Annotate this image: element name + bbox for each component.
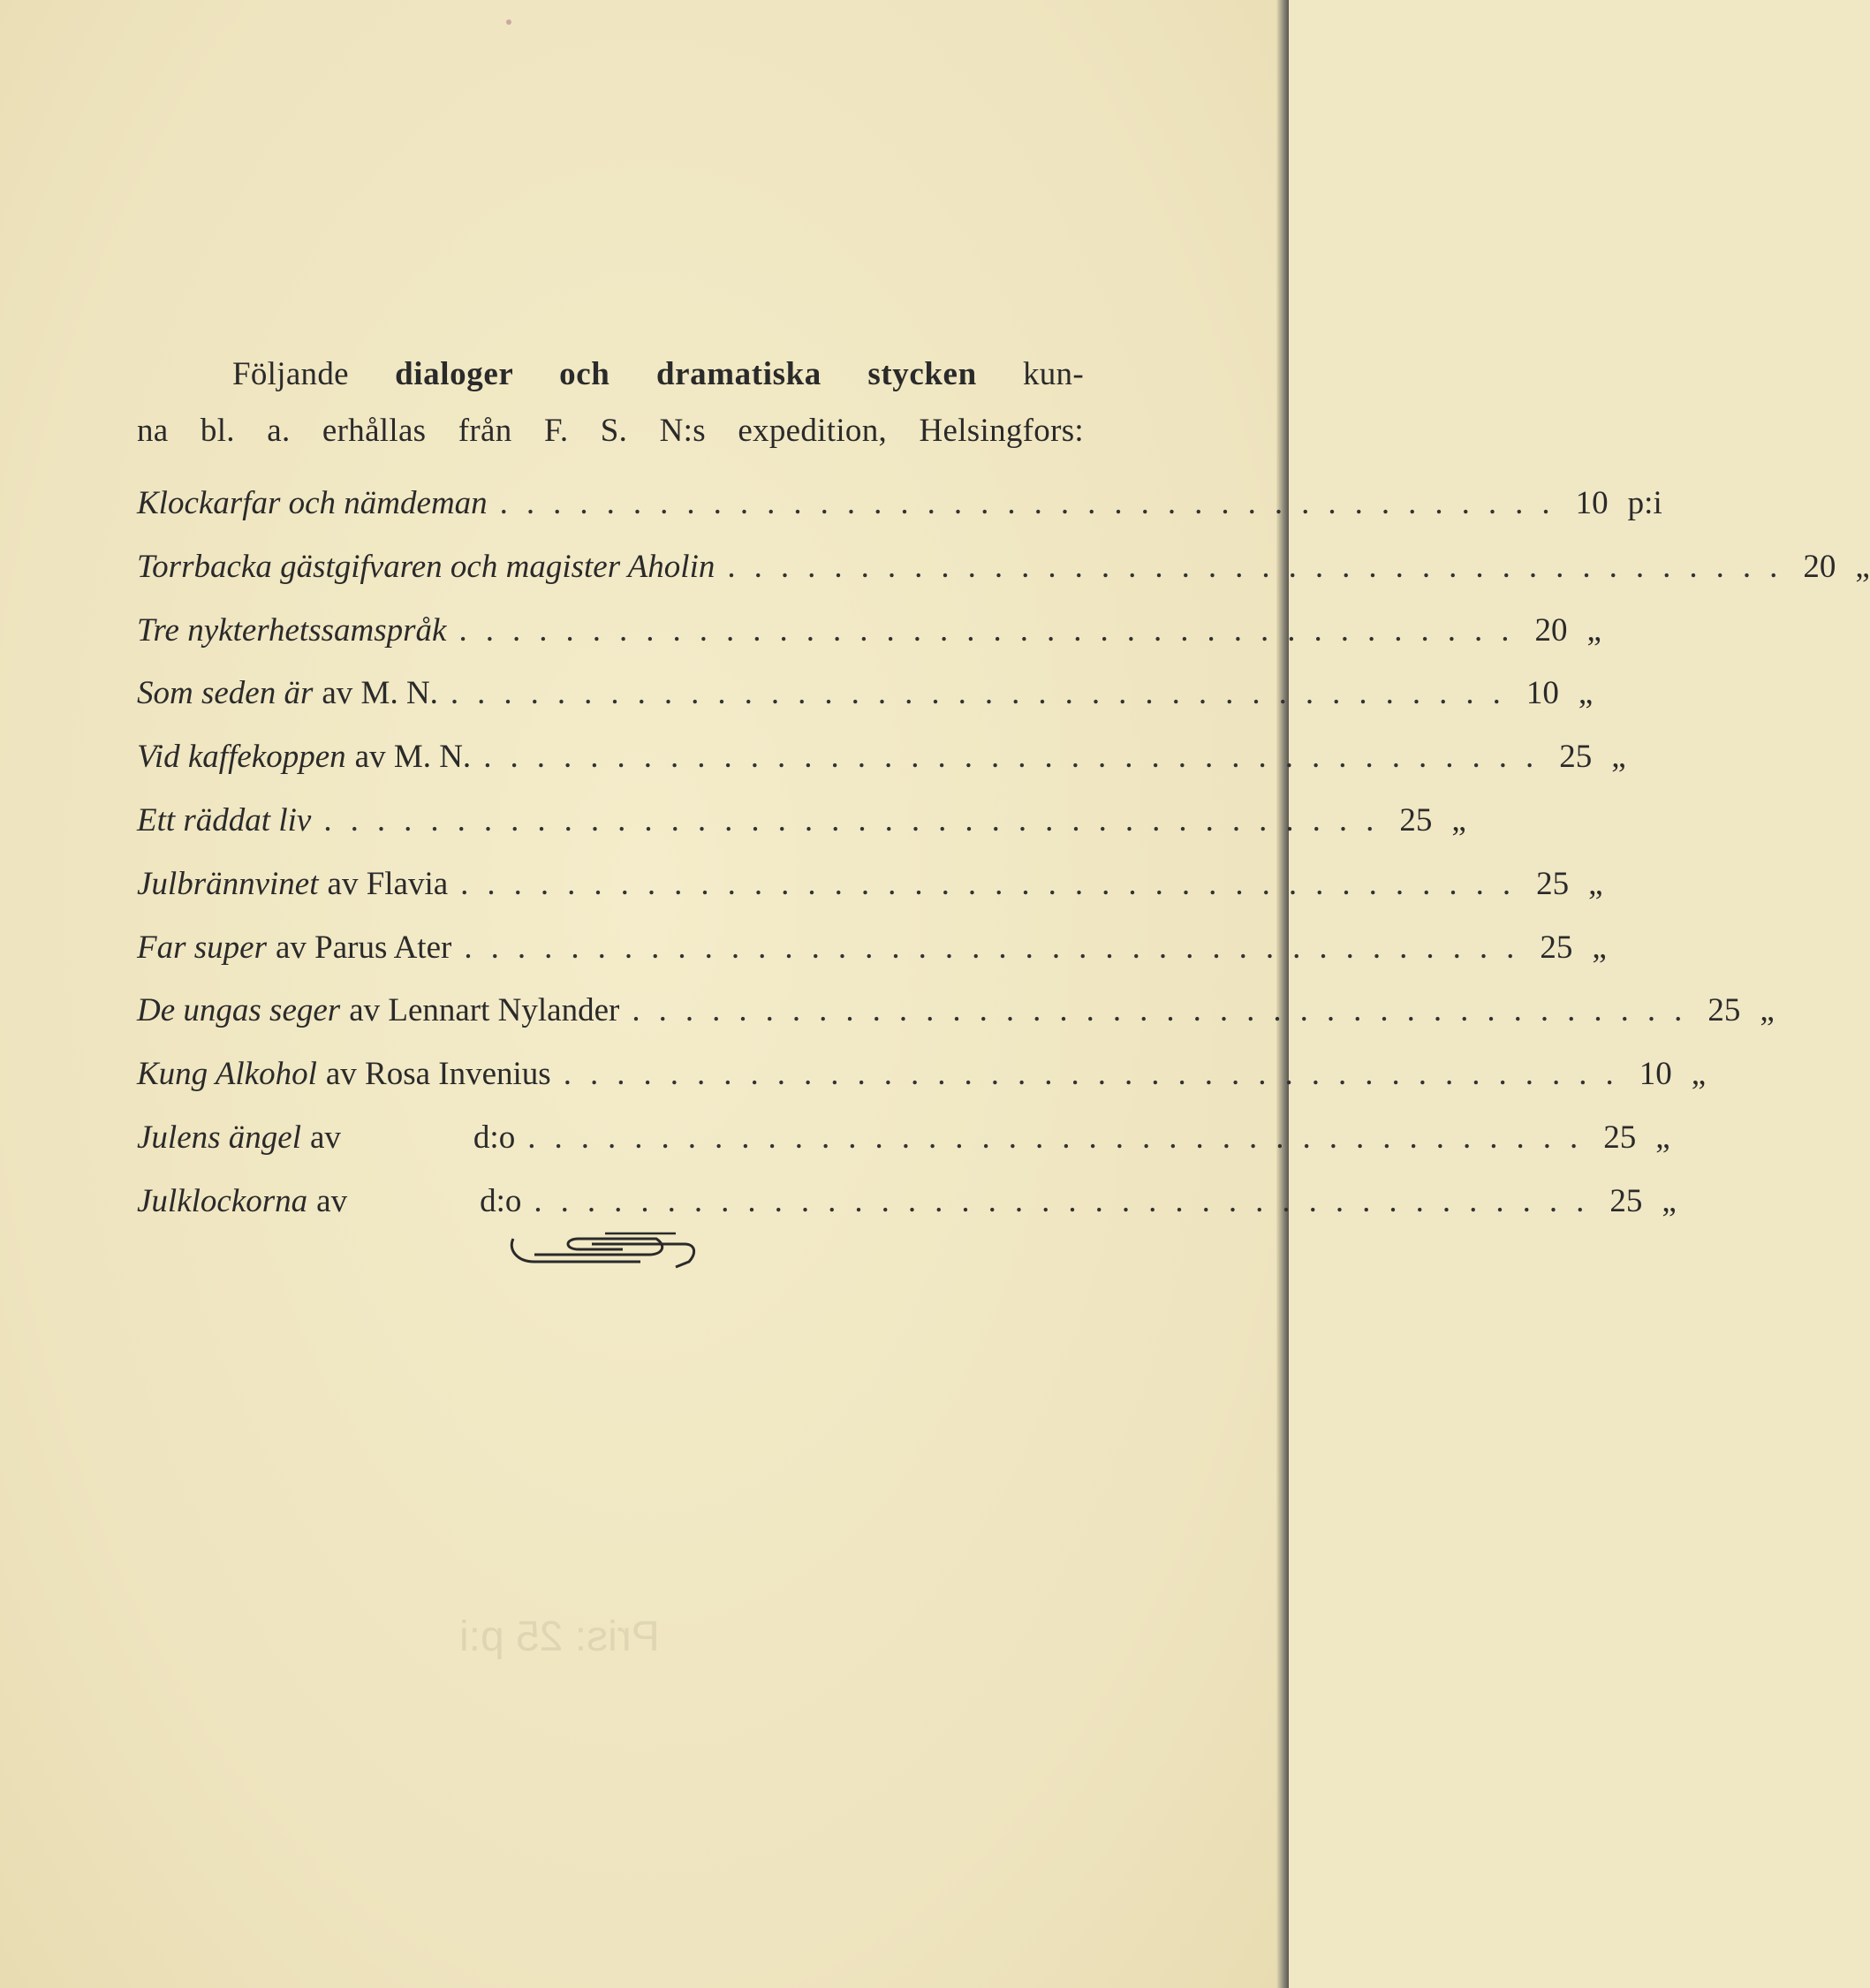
intro-paragraph [137, 346, 1084, 459]
entry-title: Julklockorna [137, 1182, 308, 1219]
dot-leader: ........................................ [527, 1119, 1597, 1156]
entry-ditto-mark: d:o [480, 1182, 522, 1219]
entry-price: 25 [1559, 739, 1593, 776]
decorative-ornament [508, 1228, 698, 1269]
intro-line-1 [137, 346, 1084, 403]
entry-title: Kung Alkohol [137, 1056, 317, 1093]
intro-line-2: na bl. a. erhållas från F. S. N:s expedition, Helsingfors: [137, 413, 1084, 449]
dot-leader: ........................................ [460, 865, 1530, 902]
catalogue-entry [137, 991, 1775, 1055]
ink-speck [506, 19, 511, 25]
catalogue-entry [137, 865, 1603, 929]
catalogue-entry [137, 611, 1601, 675]
dot-leader: ........................................ [727, 548, 1797, 585]
entry-price: 20 [1803, 548, 1836, 585]
entry-author: av [316, 1182, 348, 1219]
entry-price-unit: p:i [1627, 485, 1662, 521]
entry-title: Julens ängel [137, 1119, 301, 1156]
dot-leader: ........................................ [632, 992, 1701, 1029]
catalogue-entry [137, 674, 1594, 738]
entry-price-unit: „ [1451, 801, 1466, 838]
entry-price-unit: „ [1662, 1182, 1677, 1219]
dot-leader: ........................................ [563, 1056, 1632, 1093]
dot-leader: ........................................ [483, 739, 1553, 776]
catalogue-entry [137, 801, 1466, 865]
intro-end: kun- [1022, 356, 1084, 392]
entry-price: 25 [1399, 801, 1433, 838]
catalogue-entry [137, 1055, 1707, 1119]
entry-price-unit: „ [1611, 739, 1626, 776]
dot-leader: ........................................ [458, 611, 1528, 649]
entry-price: 25 [1536, 865, 1570, 902]
entry-author: av Lennart Nylander [349, 992, 620, 1029]
entry-title: Ett räddat liv [137, 801, 312, 838]
entry-price: 25 [1603, 1119, 1637, 1156]
entry-price-unit: „ [1578, 675, 1594, 712]
entry-title: Tre nykterhetssamspråk [137, 611, 447, 649]
entry-title: De ungas seger [137, 992, 341, 1029]
entry-title: Klockarfar och nämdeman [137, 485, 488, 521]
entry-price: 25 [1707, 992, 1741, 1029]
dot-leader: ........................................ [323, 801, 1393, 838]
entry-author: av Flavia [327, 865, 449, 902]
catalogue-entry [137, 738, 1626, 801]
entry-title: Torrbacka gästgifvaren och magister Aholin [137, 548, 715, 585]
catalogue-entry [137, 1119, 1670, 1182]
entry-price-unit: „ [1592, 929, 1607, 966]
entry-author: av M. N. [322, 675, 438, 712]
entry-title: Far super [137, 929, 267, 966]
entry-price: 10 [1526, 675, 1559, 712]
entry-price: 25 [1540, 929, 1573, 966]
entry-price: 10 [1639, 1056, 1672, 1093]
entry-price-unit: „ [1855, 548, 1870, 585]
entry-price: 20 [1534, 611, 1568, 649]
entry-author: av Rosa Invenius [325, 1056, 551, 1093]
catalogue-list [137, 484, 1870, 1246]
entry-title: Vid kaffekoppen [137, 739, 346, 776]
catalogue-entry [137, 548, 1870, 611]
entry-title: Som seden är [137, 675, 314, 712]
dot-leader: ........................................ [464, 929, 1533, 966]
catalogue-entry [137, 929, 1607, 992]
entry-price-unit: „ [1760, 992, 1775, 1029]
dot-leader: ........................................ [534, 1182, 1603, 1219]
bleed-through-price: Pris: 25 p:i [459, 1613, 660, 1660]
intro-bold-heading: dialoger och dramatiska stycken [395, 356, 977, 392]
entry-author: av M. N. [354, 739, 472, 776]
entry-price-unit: „ [1588, 865, 1603, 902]
entry-ditto-mark: d:o [473, 1119, 516, 1156]
entry-author: av Parus Ater [275, 929, 452, 966]
dot-leader: ........................................ [499, 485, 1569, 521]
entry-price-unit: „ [1586, 611, 1601, 649]
entry-price-unit: „ [1691, 1056, 1707, 1093]
entry-price: 25 [1609, 1182, 1643, 1219]
entry-price-unit: „ [1655, 1119, 1670, 1156]
dot-leader: ........................................ [450, 675, 1519, 712]
entry-price: 10 [1575, 485, 1609, 521]
catalogue-entry [137, 484, 1662, 548]
entry-title: Julbrännvinet [137, 865, 319, 902]
entry-author: av [309, 1119, 341, 1156]
intro-start: Följande [232, 356, 349, 392]
